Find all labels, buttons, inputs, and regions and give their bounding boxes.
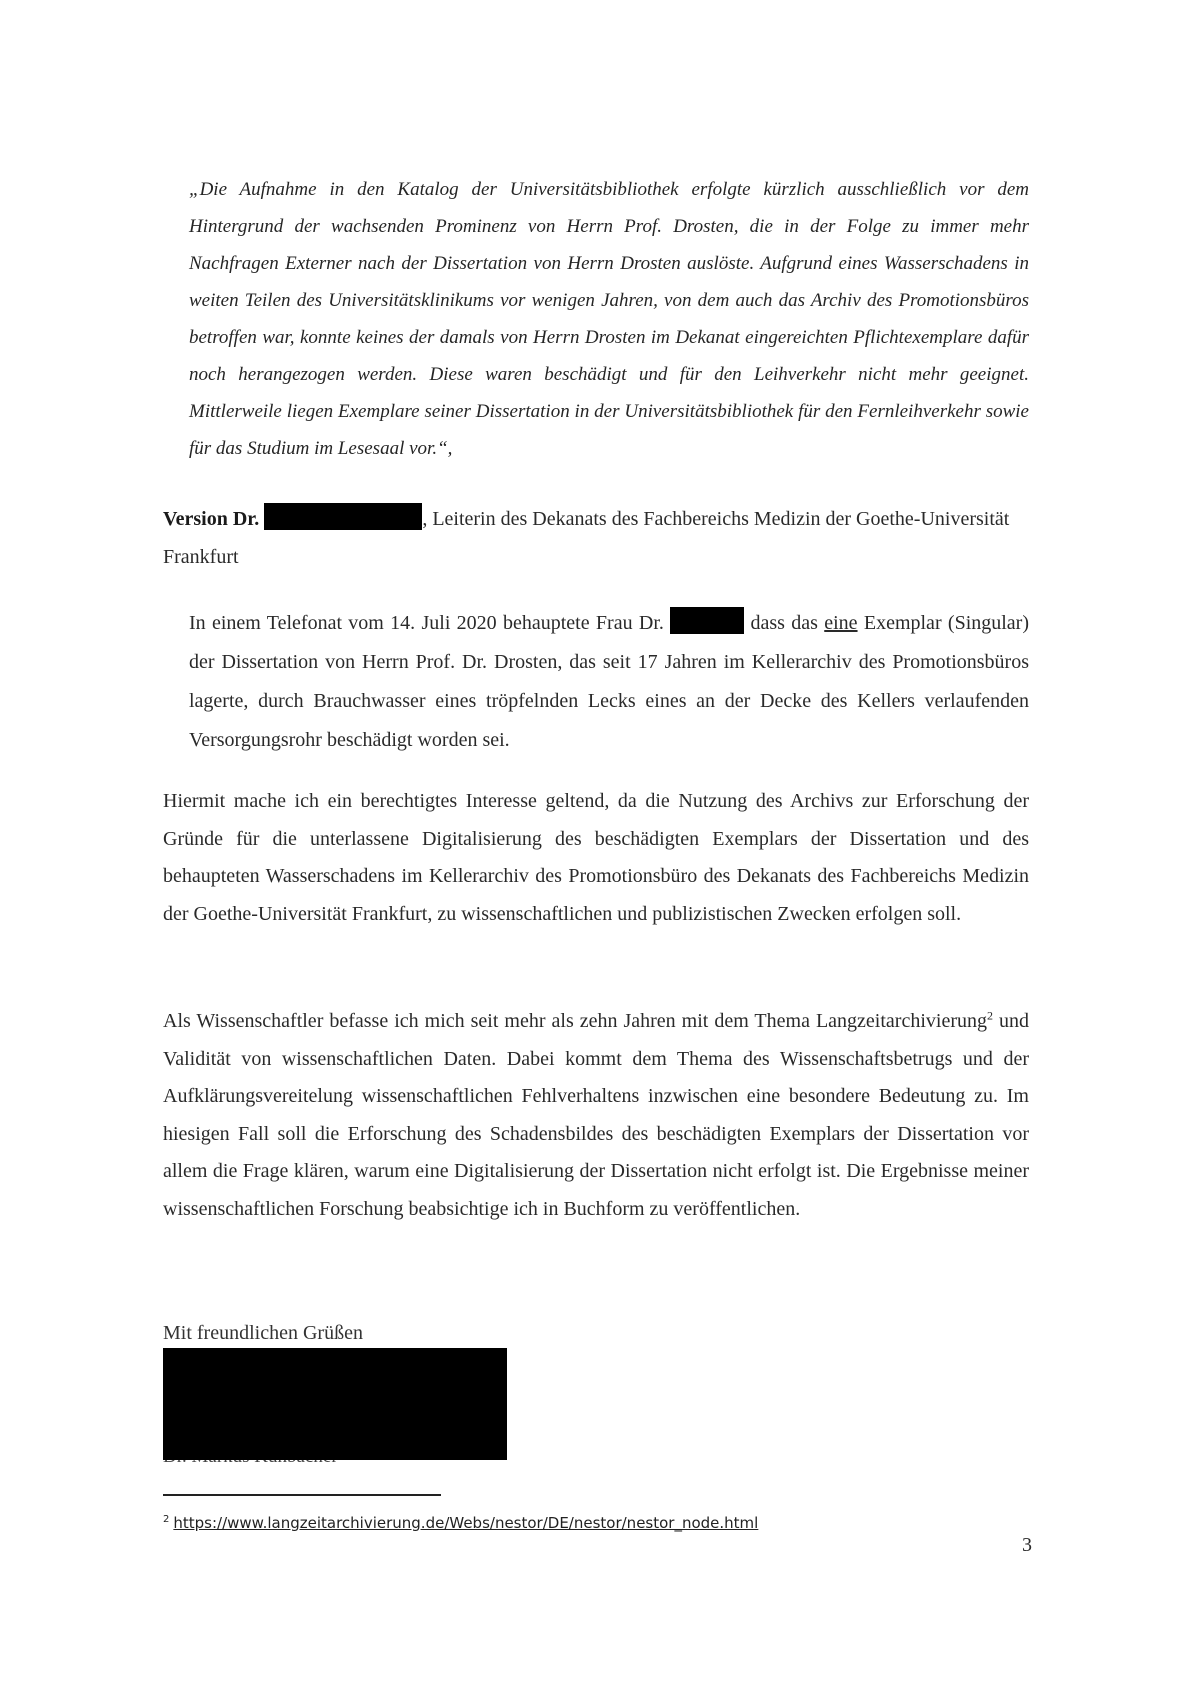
signature-redaction (163, 1348, 507, 1460)
telefonat-paragraph (189, 604, 1029, 760)
research-text-end: und Validität von wissenschaftlichen Daten. Dabei kommt dem Thema des Wissenschaftsbetrugs und der Aufklärungsvereitelung wissenschaftlichen Fehlverhaltens inzwischen eine besondere Bedeutung zu. Im hiesigen Fall soll die Erforschung des Schadensbildes des beschädigten Exemplars der Dissertation vor allem die Frage klären, warum eine Digitalisierung der Dissertation nicht erfolgt ist. Die Ergebnisse meiner wissenschaftlichen Forschung beabsichtige ich in Buchform zu veröffentlichen. (163, 1010, 1030, 1220)
redaction-bar (264, 503, 422, 530)
footnote-divider (163, 1494, 441, 1496)
footnote (163, 1510, 758, 1533)
telefonat-text-end: Exemplar (Singular) der Dissertation von Herrn Prof. Dr. Drosten, das seit 17 Jahren im Kellerarchiv des Promotionsbüros lagerte, durch Brauchwasser eines tröpfelnden Lecks eines an der Decke des Kellers verlaufenden Versorgungsrohr beschädigt worden sei. (189, 612, 1029, 751)
underlined-word: eine (824, 612, 858, 634)
page-number: 3 (1022, 1534, 1032, 1556)
telefonat-text-middle: dass das (744, 612, 825, 634)
version-description: , Leiterin des Dekanats des Fachbereichs Medizin der Goethe-Universität Frankfurt (163, 508, 1010, 568)
footnote-link[interactable]: https://www.langzeitarchivierung.de/Webs/nestor/DE/nestor/nestor_node.html (173, 1514, 759, 1532)
research-paragraph (163, 1003, 1029, 1228)
version-heading (163, 500, 1023, 576)
closing-greeting: Mit freundlichen Grüßen (163, 1322, 363, 1344)
telefonat-text-start: In einem Telefonat vom 14. Juli 2020 behauptete Frau Dr. (189, 612, 664, 634)
footnote-reference[interactable]: 2 (987, 1008, 993, 1023)
footnote-number: 2 (163, 1514, 170, 1525)
redaction-bar (670, 607, 744, 634)
quoted-statement: „Die Aufnahme in den Katalog der Universitätsbibliothek erfolgte kürzlich ausschließlich vor dem Hintergrund der wachsenden Prominenz von Herrn Prof. Drosten, die in der Folge zu immer mehr Nachfragen Externer nach der Dissertation von Herrn Drosten auslöste. Aufgrund eines Wasserschadens in weiten Teilen des Universitätsklinikums vor wenigen Jahren, von dem auch das Archiv des Promotionsbüros betroffen war, konnte keines der damals von Herrn Drosten im Dekanat eingereichten Pflichtexemplare dafür noch herangezogen werden. Diese waren beschädigt und für den Leihverkehr nicht mehr geeignet. Mittlerweile liegen Exemplare seiner Dissertation in der Universitätsbibliothek für den Fernleihverkehr sowie für das Studium im Lesesaal vor.“, (189, 179, 1029, 459)
research-text-start: Als Wissenschaftler befasse ich mich seit mehr als zehn Jahren mit dem Thema Langzeitarchivierung (163, 1010, 987, 1032)
version-label: Version Dr. (163, 508, 260, 530)
interest-paragraph: Hiermit mache ich ein berechtigtes Interesse geltend, da die Nutzung des Archivs zur Erforschung der Gründe für die unterlassene Digitalisierung des beschädigten Exemplars der Dissertation und des behaupteten Wasserschadens im Kellerarchiv des Promotionsbüro des Dekanats des Fachbereichs Medizin der Goethe-Universität Frankfurt, zu wissenschaftlichen und publizistischen Zwecken erfolgen soll. (163, 790, 1029, 925)
